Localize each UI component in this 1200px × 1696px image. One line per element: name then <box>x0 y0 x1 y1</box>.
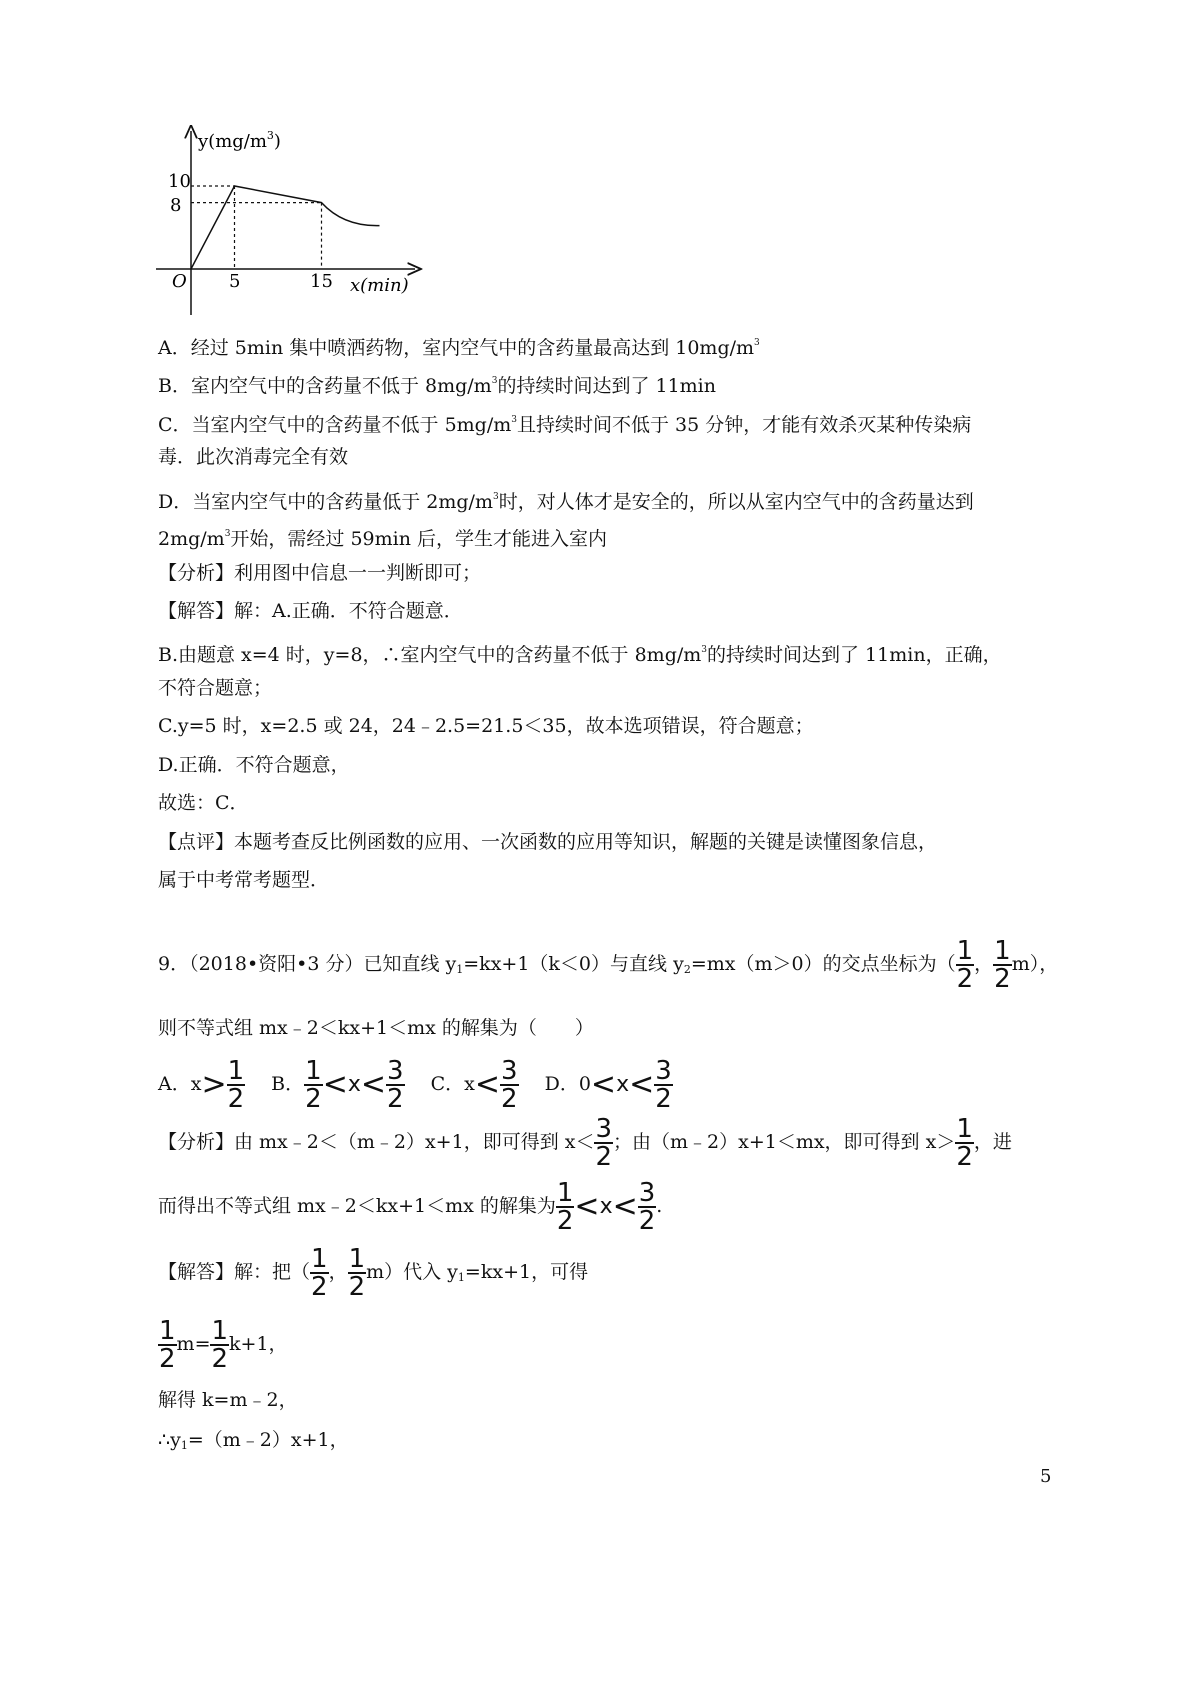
fraction-one-half: $\frac{1}{2}$ <box>956 936 974 994</box>
q8-option-a: A．经过 5min 集中喷洒药物，室内空气中的含药量最高达到 $10mg/m^3$ <box>158 337 760 359</box>
q9-analysis-line1: 【分析】由 mx﹣2＜（m﹣2）x+1，即可得到 x＜ $\frac{3}{2}$ ；由（m﹣2）x+1＜mx，即可得到 x＞ $\frac{1}{2}$ ，进 <box>158 1114 1012 1172</box>
q8-option-d-line1: D．当室内空气中的含药量低于 $2mg/m^3$时，对人体才是安全的，所以从室内空气中的含药量达到 <box>158 491 974 513</box>
q8-option-b: B．室内空气中的含药量不低于 $8mg/m^3$的持续时间达到了 11min <box>158 375 716 397</box>
q8-comment-line1: 【点评】本题考查反比例函数的应用、一次函数的应用等知识，解题的关键是读懂图象信息， <box>158 831 938 853</box>
concentration-curve <box>191 186 380 269</box>
q8-option-c-line2: 毒．此次消毒完全有效 <box>158 446 349 468</box>
q9-options <box>158 1058 673 1112</box>
y-tick-10: 10 <box>168 171 191 192</box>
q9-solution-line3: 解得 k=m﹣2， <box>158 1389 298 1411</box>
q9-analysis-line2: 而得出不等式组 mx﹣2＜kx+1＜mx 的解集为 $\frac{1}{2}$ <x< $\frac{3}{2}$ . <box>158 1178 663 1236</box>
y-axis-label: $y(mg/m^3)$ <box>198 129 281 152</box>
q8-option-c-line1: C．当室内空气中的含药量不低于 $5mg/m^3$且持续时间不低于 35 分钟，才能有效杀灭某种传染病 <box>158 414 972 436</box>
q9-stem-line2: 则不等式组 mx﹣2＜kx+1＜mx 的解集为（ ） <box>158 1017 594 1039</box>
origin-label: O <box>172 271 187 292</box>
q9-option-b: B． $\frac{1}{2}$ <x< $\frac{3}{2}$ <box>271 1056 404 1114</box>
concentration-graph <box>150 125 450 340</box>
q9-solution-line4: $\therefore y_1=(m﹣2)x+1$， <box>158 1429 349 1452</box>
q9-solution-equation: $\frac{1}{2}$ m= $\frac{1}{2}$ k+1， <box>159 1316 288 1374</box>
q9-stem-line1: 9．（2018•资阳•3 分）已知直线 $y_1=kx+1(k<0)$与直线 $y_2=mx(m>0)$的交点坐标为（ $\frac{1}{2}$ ， $\frac{1}{2}$ m）， <box>158 936 1059 994</box>
q8-answer-b-line2: 不符合题意； <box>158 677 273 699</box>
y-tick-8: 8 <box>170 195 182 216</box>
q9-option-c: C．x< $\frac{3}{2}$ <box>430 1056 518 1114</box>
page-number: 5 <box>1040 1466 1052 1487</box>
q8-answer: 【解答】解：A.正确．不符合题意． <box>158 600 463 622</box>
x-tick-15: 15 <box>310 271 333 292</box>
q8-option-d-line2: $2mg/m^3$开始，需经过 59min 后，学生才能进入室内 <box>158 528 608 550</box>
q8-answer-d: D.正确．不符合题意， <box>158 754 350 776</box>
x-axis-label: x(min) <box>350 275 409 296</box>
q8-answer-c: C.y=5 时，x=2.5 或 24，24﹣2.5=21.5＜35，故本选项错误，符合题意； <box>158 715 814 737</box>
q8-answer-b-line1: B.由题意 x=4 时，y=8，∴室内空气中的含药量不低于 $8mg/m^3$的持续时间达到了 11min，正确， <box>158 644 1002 666</box>
q8-choice: 故选：C． <box>158 792 249 814</box>
q9-solution-line1: 【解答】解：把（ $\frac{1}{2}$ ， $\frac{1}{2}$ m）代入 $y_1=kx+1$，可得 <box>158 1244 589 1302</box>
q8-comment-line2: 属于中考常考题型． <box>158 869 330 891</box>
q9-option-a: A．x> $\frac{1}{2}$ <box>158 1056 245 1114</box>
fraction-one-half: $\frac{1}{2}$ <box>994 936 1011 994</box>
q8-analysis: 【分析】利用图中信息一一判断即可； <box>158 562 482 584</box>
x-tick-5: 5 <box>229 271 241 292</box>
q9-option-d: D．0<x< $\frac{3}{2}$ <box>544 1056 672 1114</box>
